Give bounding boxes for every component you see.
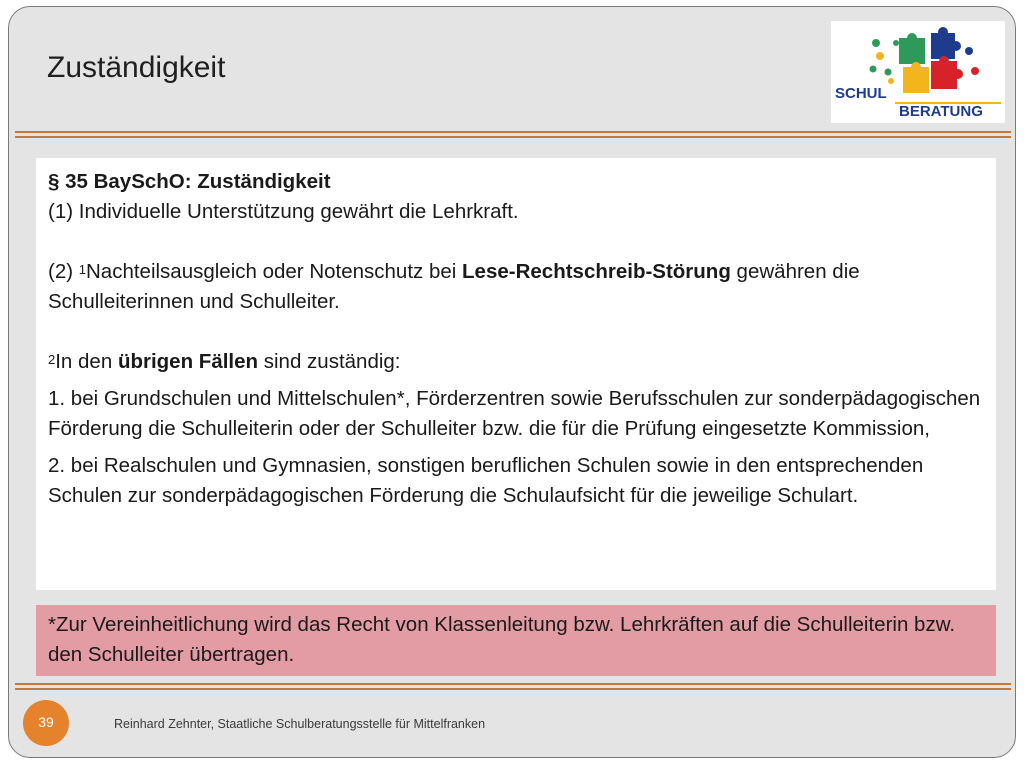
paragraph-1: (1) Individuelle Unterstützung gewährt die Lehrkraft. — [48, 200, 519, 223]
slide-title: Zuständigkeit — [47, 51, 226, 84]
logo-word-schul: SCHUL — [835, 85, 887, 102]
law-text-box — [36, 158, 996, 590]
footer-divider — [15, 683, 1011, 690]
header-divider — [15, 131, 1011, 138]
slide — [8, 6, 1016, 758]
schulberatung-logo — [831, 21, 1005, 123]
footer-text: Reinhard Zehnter, Staatliche Schulberatungsstelle für Mittelfranken — [114, 717, 486, 731]
list-item-2: 2. bei Realschulen und Gymnasien, sonstigen beruflichen Schulen sowie in den entsprechenden Schulen zur sonderpädagogischen Förderung die Schulaufsicht für die jeweilige Schulart. — [48, 454, 924, 507]
page-number-badge: 39 — [23, 700, 69, 746]
footnote-box: *Zur Vereinheitlichung wird das Recht von Klassenleitung bzw. Lehrkräften auf die Schulleiterin bzw. den Schulleiter übertragen. — [36, 605, 996, 676]
paragraph-2: (2) $^1$Nachteilsausgleich oder Notenschutz bei Lese-Rechtschreib-Störung gewähren die Schulleiterinnen und Schulleiter. — [48, 260, 860, 313]
section-heading: § 35 BaySchO: Zuständigkeit — [48, 170, 331, 193]
list-item-1: 1. bei Grundschulen und Mittelschulen*, Förderzentren sowie Berufsschulen zur sonderpädagogischen Förderung die Schulleiterin oder der Schulleiter bzw. die für die Prüfung eingesetzte Kommission, — [48, 387, 981, 440]
paragraph-3: $^2$In den übrigen Fällen sind zuständig: — [48, 350, 401, 373]
logo-word-beratung: BERATUNG — [899, 103, 983, 120]
